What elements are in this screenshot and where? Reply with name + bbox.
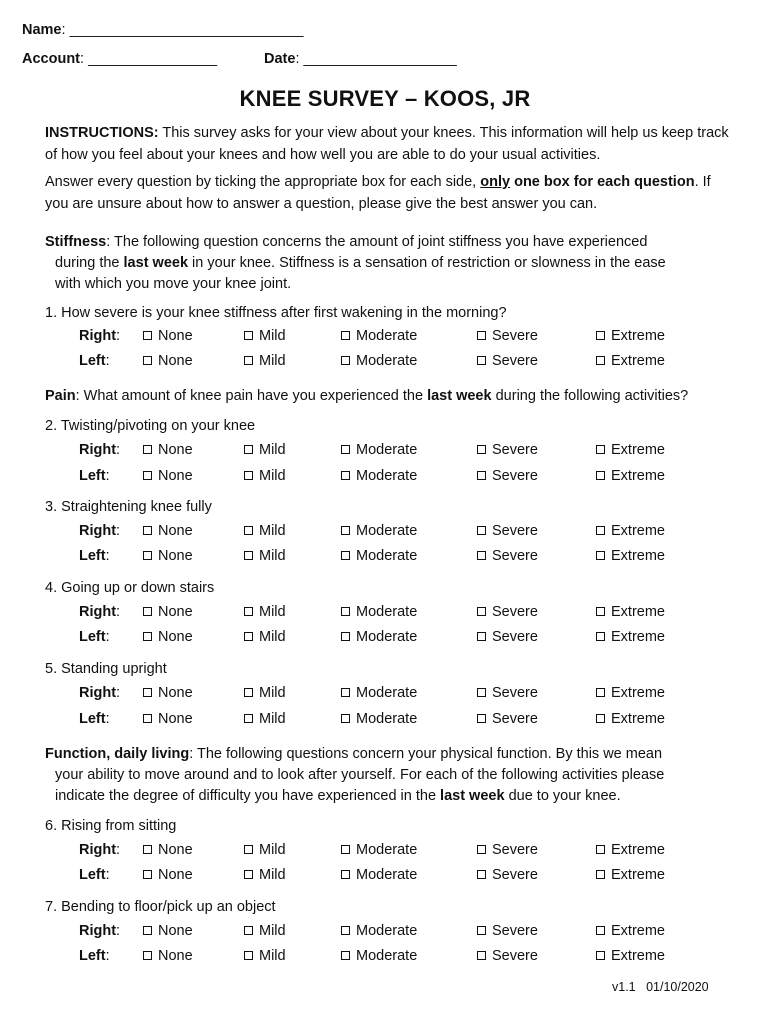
function-line3: indicate the degree of difficulty you have experienced in the last week due to your knee.	[55, 788, 621, 804]
checkbox-icon[interactable]	[244, 632, 253, 641]
q1-right-row	[0, 328, 770, 348]
answer-instructions	[45, 172, 735, 215]
right-option-extreme[interactable]	[596, 842, 665, 858]
stiffness-line2: during the last week in your knee. Stiffness is a sensation of restriction or slowness in the ease	[55, 255, 666, 271]
option-label: Mild	[259, 711, 286, 727]
q7-right-row	[0, 923, 770, 943]
left-option-mild[interactable]	[244, 867, 286, 883]
checkbox-icon[interactable]	[341, 607, 350, 616]
option-label: Severe	[492, 353, 538, 369]
left-option-severe[interactable]	[477, 948, 538, 964]
right-option-none[interactable]	[143, 328, 193, 344]
option-label: Severe	[492, 711, 538, 727]
checkbox-icon[interactable]	[244, 471, 253, 480]
option-label: None	[158, 923, 193, 939]
option-label: Extreme	[611, 468, 665, 484]
option-label: None	[158, 548, 193, 564]
checkbox-icon[interactable]	[477, 845, 486, 854]
option-label: Extreme	[611, 711, 665, 727]
left-option-moderate[interactable]	[341, 867, 417, 883]
option-label: Severe	[492, 867, 538, 883]
option-label: Moderate	[356, 604, 418, 620]
right-option-moderate[interactable]	[341, 523, 417, 539]
option-label: None	[158, 867, 193, 883]
checkbox-icon[interactable]	[341, 870, 350, 879]
left-option-moderate[interactable]	[341, 468, 417, 484]
option-label: None	[158, 523, 193, 539]
option-label: Severe	[492, 328, 538, 344]
left-option-none[interactable]	[143, 353, 193, 369]
right-option-severe[interactable]	[477, 842, 538, 858]
checkbox-icon[interactable]	[341, 632, 350, 641]
checkbox-icon[interactable]	[341, 551, 350, 560]
checkbox-icon[interactable]	[477, 551, 486, 560]
checkbox-icon[interactable]	[477, 356, 486, 365]
option-label: Extreme	[611, 328, 665, 344]
question-7: 7. Bending to floor/pick up an object	[45, 899, 276, 915]
q7-left-row	[0, 948, 770, 968]
checkbox-icon[interactable]	[143, 951, 152, 960]
right-option-mild[interactable]	[244, 328, 286, 344]
checkbox-icon[interactable]	[341, 471, 350, 480]
option-label: Mild	[259, 629, 286, 645]
option-label: Mild	[259, 948, 286, 964]
left-option-moderate[interactable]	[341, 548, 417, 564]
checkbox-icon[interactable]	[244, 445, 253, 454]
answer-text-c: . If you are unsure about how to answer a question, please give the best answer you can.	[45, 174, 711, 212]
left-option-extreme[interactable]	[596, 629, 665, 645]
left-option-mild[interactable]	[244, 948, 286, 964]
checkbox-icon[interactable]	[143, 845, 152, 854]
right-option-mild[interactable]	[244, 523, 286, 539]
option-label: Moderate	[356, 523, 418, 539]
q4-right-row	[0, 604, 770, 624]
option-label: Mild	[259, 328, 286, 344]
right-option-moderate[interactable]	[341, 842, 417, 858]
right-option-severe[interactable]	[477, 442, 538, 458]
right-option-mild[interactable]	[244, 604, 286, 620]
option-label: Mild	[259, 842, 286, 858]
left-option-severe[interactable]	[477, 468, 538, 484]
option-label: Moderate	[356, 353, 418, 369]
right-side-label: Right:	[79, 842, 121, 858]
checkbox-icon[interactable]	[143, 526, 152, 535]
checkbox-icon[interactable]	[477, 951, 486, 960]
checkbox-icon[interactable]	[341, 714, 350, 723]
checkbox-icon[interactable]	[341, 331, 350, 340]
right-option-mild[interactable]	[244, 442, 286, 458]
right-option-moderate[interactable]	[341, 328, 417, 344]
right-option-none[interactable]	[143, 923, 193, 939]
checkbox-icon[interactable]	[341, 845, 350, 854]
instructions-text: This survey asks for your view about your knees. This information will help us keep track of how you feel about your knees and how well you are able to do your usual activities.	[45, 125, 729, 163]
checkbox-icon[interactable]	[341, 688, 350, 697]
checkbox-icon[interactable]	[596, 870, 605, 879]
left-option-extreme[interactable]	[596, 867, 665, 883]
right-option-moderate[interactable]	[341, 442, 417, 458]
q3-left-row	[0, 548, 770, 568]
option-label: None	[158, 948, 193, 964]
q5-left-row	[0, 711, 770, 731]
option-label: Severe	[492, 523, 538, 539]
left-option-moderate[interactable]	[341, 948, 417, 964]
option-label: Extreme	[611, 948, 665, 964]
left-option-extreme[interactable]	[596, 353, 665, 369]
right-option-mild[interactable]	[244, 685, 286, 701]
checkbox-icon[interactable]	[596, 688, 605, 697]
q2-left-row	[0, 468, 770, 488]
option-label: None	[158, 353, 193, 369]
checkbox-icon[interactable]	[477, 607, 486, 616]
pain-label: Pain	[45, 388, 76, 404]
left-side-label: Left:	[79, 711, 110, 727]
right-option-none[interactable]	[143, 442, 193, 458]
option-label: None	[158, 842, 193, 858]
option-label: Severe	[492, 629, 538, 645]
checkbox-icon[interactable]	[596, 331, 605, 340]
checkbox-icon[interactable]	[596, 526, 605, 535]
account-line[interactable]: ________________	[88, 51, 218, 67]
version-footer	[612, 980, 709, 994]
q6-right-row	[0, 842, 770, 862]
right-side-label: Right:	[79, 604, 121, 620]
checkbox-icon[interactable]	[143, 688, 152, 697]
option-label: Moderate	[356, 948, 418, 964]
right-option-moderate[interactable]	[341, 923, 417, 939]
option-label: None	[158, 328, 193, 344]
option-label: Moderate	[356, 548, 418, 564]
left-option-mild[interactable]	[244, 548, 286, 564]
checkbox-icon[interactable]	[596, 551, 605, 560]
left-option-moderate[interactable]	[341, 353, 417, 369]
right-side-label: Right:	[79, 923, 121, 939]
left-option-mild[interactable]	[244, 629, 286, 645]
right-option-mild[interactable]	[244, 842, 286, 858]
checkbox-icon[interactable]	[477, 926, 486, 935]
stiffness-line1: : The following question concerns the amount of joint stiffness you have experienced	[106, 234, 648, 250]
checkbox-icon[interactable]	[143, 607, 152, 616]
name-field: Name: _____________________________	[22, 22, 304, 38]
left-side-label: Left:	[79, 353, 110, 369]
checkbox-icon[interactable]	[143, 331, 152, 340]
pain-section-intro: Pain: What amount of knee pain have you experienced the last week during the following activities?	[45, 388, 689, 404]
option-label: Moderate	[356, 629, 418, 645]
checkbox-icon[interactable]	[143, 356, 152, 365]
q1-left-row	[0, 353, 770, 373]
left-option-none[interactable]	[143, 468, 193, 484]
left-option-mild[interactable]	[244, 353, 286, 369]
question-4: 4. Going up or down stairs	[45, 580, 215, 596]
stiffness-line3: with which you move your knee joint.	[55, 276, 292, 292]
q5-right-row	[0, 685, 770, 705]
account-label: Account	[22, 51, 80, 67]
checkbox-icon[interactable]	[244, 714, 253, 723]
left-option-severe[interactable]	[477, 629, 538, 645]
checkbox-icon[interactable]	[244, 526, 253, 535]
checkbox-icon[interactable]	[477, 714, 486, 723]
left-option-mild[interactable]	[244, 711, 286, 727]
option-label: Extreme	[611, 442, 665, 458]
left-option-extreme[interactable]	[596, 548, 665, 564]
checkbox-icon[interactable]	[143, 445, 152, 454]
checkbox-icon[interactable]	[244, 688, 253, 697]
left-option-none[interactable]	[143, 867, 193, 883]
account-field: Account: ________________	[22, 51, 218, 67]
checkbox-icon[interactable]	[341, 526, 350, 535]
checkbox-icon[interactable]	[477, 471, 486, 480]
checkbox-icon[interactable]	[244, 551, 253, 560]
right-side-label: Right:	[79, 685, 121, 701]
question-3: 3. Straightening knee fully	[45, 499, 212, 515]
name-line[interactable]: _____________________________	[69, 22, 304, 38]
left-option-extreme[interactable]	[596, 948, 665, 964]
checkbox-icon[interactable]	[244, 870, 253, 879]
option-label: None	[158, 685, 193, 701]
page-title: KNEE SURVEY – KOOS, JR	[239, 86, 531, 111]
left-option-none[interactable]	[143, 711, 193, 727]
right-option-none[interactable]	[143, 842, 193, 858]
instructions-paragraph	[45, 123, 735, 166]
right-option-severe[interactable]	[477, 328, 538, 344]
right-option-extreme[interactable]	[596, 685, 665, 701]
name-label: Name	[22, 22, 62, 38]
left-option-none[interactable]	[143, 948, 193, 964]
option-label: Mild	[259, 548, 286, 564]
q3-right-row	[0, 523, 770, 543]
option-label: Mild	[259, 604, 286, 620]
instructions-label: INSTRUCTIONS:	[45, 125, 159, 141]
option-label: Mild	[259, 468, 286, 484]
option-label: Mild	[259, 867, 286, 883]
stiffness-label: Stiffness	[45, 234, 107, 250]
left-side-label: Left:	[79, 948, 110, 964]
left-option-moderate[interactable]	[341, 711, 417, 727]
right-option-extreme[interactable]	[596, 328, 665, 344]
question-5: 5. Standing upright	[45, 661, 167, 677]
right-option-extreme[interactable]	[596, 604, 665, 620]
checkbox-icon[interactable]	[596, 471, 605, 480]
checkbox-icon[interactable]	[477, 688, 486, 697]
option-label: None	[158, 468, 193, 484]
option-label: None	[158, 629, 193, 645]
right-side-label: Right:	[79, 442, 121, 458]
date-label: Date	[264, 51, 296, 67]
checkbox-icon[interactable]	[341, 926, 350, 935]
date-field: Date: ___________________	[264, 51, 457, 67]
left-option-none[interactable]	[143, 548, 193, 564]
right-option-moderate[interactable]	[341, 685, 417, 701]
checkbox-icon[interactable]	[477, 445, 486, 454]
right-option-severe[interactable]	[477, 604, 538, 620]
right-option-severe[interactable]	[477, 685, 538, 701]
left-side-label: Left:	[79, 548, 110, 564]
option-label: Extreme	[611, 923, 665, 939]
left-option-severe[interactable]	[477, 548, 538, 564]
option-label: Moderate	[356, 685, 418, 701]
checkbox-icon[interactable]	[477, 331, 486, 340]
option-label: None	[158, 442, 193, 458]
option-label: Severe	[492, 442, 538, 458]
checkbox-icon[interactable]	[143, 926, 152, 935]
option-label: Severe	[492, 548, 538, 564]
option-label: Extreme	[611, 523, 665, 539]
left-side-label: Left:	[79, 468, 110, 484]
left-option-severe[interactable]	[477, 353, 538, 369]
question-2: 2. Twisting/pivoting on your knee	[45, 418, 256, 434]
option-label: Extreme	[611, 353, 665, 369]
checkbox-icon[interactable]	[341, 951, 350, 960]
option-label: Extreme	[611, 629, 665, 645]
right-option-none[interactable]	[143, 523, 193, 539]
checkbox-icon[interactable]	[596, 951, 605, 960]
checkbox-icon[interactable]	[244, 356, 253, 365]
option-label: Moderate	[356, 867, 418, 883]
date-line[interactable]: ___________________	[303, 51, 457, 67]
option-label: Extreme	[611, 867, 665, 883]
right-side-label: Right:	[79, 523, 121, 539]
right-option-severe[interactable]	[477, 523, 538, 539]
option-label: Moderate	[356, 468, 418, 484]
checkbox-icon[interactable]	[244, 331, 253, 340]
q4-left-row	[0, 629, 770, 649]
function-label: Function, daily living	[45, 746, 190, 762]
left-option-severe[interactable]	[477, 711, 538, 727]
left-option-none[interactable]	[143, 629, 193, 645]
checkbox-icon[interactable]	[341, 445, 350, 454]
answer-only: only	[480, 174, 511, 190]
option-label: Mild	[259, 353, 286, 369]
option-label: Moderate	[356, 842, 418, 858]
option-label: Severe	[492, 468, 538, 484]
checkbox-icon[interactable]	[143, 471, 152, 480]
option-label: None	[158, 711, 193, 727]
checkbox-icon[interactable]	[596, 926, 605, 935]
checkbox-icon[interactable]	[143, 870, 152, 879]
option-label: Moderate	[356, 711, 418, 727]
option-label: Severe	[492, 842, 538, 858]
question-1: 1. How severe is your knee stiffness after first wakening in the morning?	[45, 305, 507, 321]
left-option-severe[interactable]	[477, 867, 538, 883]
right-option-none[interactable]	[143, 604, 193, 620]
option-label: Mild	[259, 442, 286, 458]
checkbox-icon[interactable]	[244, 607, 253, 616]
checkbox-icon[interactable]	[596, 356, 605, 365]
checkbox-icon[interactable]	[477, 632, 486, 641]
option-label: Moderate	[356, 923, 418, 939]
option-label: Extreme	[611, 604, 665, 620]
option-label: Severe	[492, 948, 538, 964]
option-label: Moderate	[356, 328, 418, 344]
question-6: 6. Rising from sitting	[45, 818, 177, 834]
right-option-moderate[interactable]	[341, 604, 417, 620]
option-label: Extreme	[611, 842, 665, 858]
version-label: v1.1	[612, 980, 636, 994]
left-option-mild[interactable]	[244, 468, 286, 484]
option-label: Moderate	[356, 442, 418, 458]
left-option-moderate[interactable]	[341, 629, 417, 645]
option-label: Mild	[259, 923, 286, 939]
answer-text-b: one box for each question	[510, 174, 695, 190]
q2-right-row	[0, 442, 770, 462]
checkbox-icon[interactable]	[596, 714, 605, 723]
q6-left-row	[0, 867, 770, 887]
checkbox-icon[interactable]	[477, 870, 486, 879]
right-option-extreme[interactable]	[596, 442, 665, 458]
option-label: Mild	[259, 523, 286, 539]
option-label: Severe	[492, 685, 538, 701]
checkbox-icon[interactable]	[143, 551, 152, 560]
checkbox-icon[interactable]	[143, 632, 152, 641]
option-label: Severe	[492, 604, 538, 620]
checkbox-icon[interactable]	[477, 526, 486, 535]
right-option-none[interactable]	[143, 685, 193, 701]
checkbox-icon[interactable]	[244, 951, 253, 960]
checkbox-icon[interactable]	[596, 632, 605, 641]
right-side-label: Right:	[79, 328, 121, 344]
checkbox-icon[interactable]	[596, 845, 605, 854]
checkbox-icon[interactable]	[244, 926, 253, 935]
version-date: 01/10/2020	[646, 980, 709, 994]
checkbox-icon[interactable]	[143, 714, 152, 723]
option-label: Mild	[259, 685, 286, 701]
option-label: None	[158, 604, 193, 620]
stiffness-section-intro	[45, 232, 745, 295]
left-side-label: Left:	[79, 867, 110, 883]
checkbox-icon[interactable]	[596, 607, 605, 616]
function-section-intro: Function, daily living: The following questions concern your physical function. By this we mean your ability to move around and to look after yourself. For each of the following activities please indicate the degree of difficulty you have experienced in the last week due to your knee.	[45, 744, 745, 807]
checkbox-icon[interactable]	[244, 845, 253, 854]
checkbox-icon[interactable]	[341, 356, 350, 365]
answer-text-a: Answer every question by ticking the appropriate box for each side,	[45, 174, 481, 190]
right-option-severe[interactable]	[477, 923, 538, 939]
right-option-mild[interactable]	[244, 923, 286, 939]
left-option-extreme[interactable]	[596, 711, 665, 727]
function-line2: your ability to move around and to look after yourself. For each of the following activities please	[55, 767, 665, 783]
left-side-label: Left:	[79, 629, 110, 645]
option-label: Severe	[492, 923, 538, 939]
option-label: Extreme	[611, 685, 665, 701]
right-option-extreme[interactable]	[596, 523, 665, 539]
checkbox-icon[interactable]	[596, 445, 605, 454]
option-label: Extreme	[611, 548, 665, 564]
right-option-extreme[interactable]	[596, 923, 665, 939]
left-option-extreme[interactable]	[596, 468, 665, 484]
